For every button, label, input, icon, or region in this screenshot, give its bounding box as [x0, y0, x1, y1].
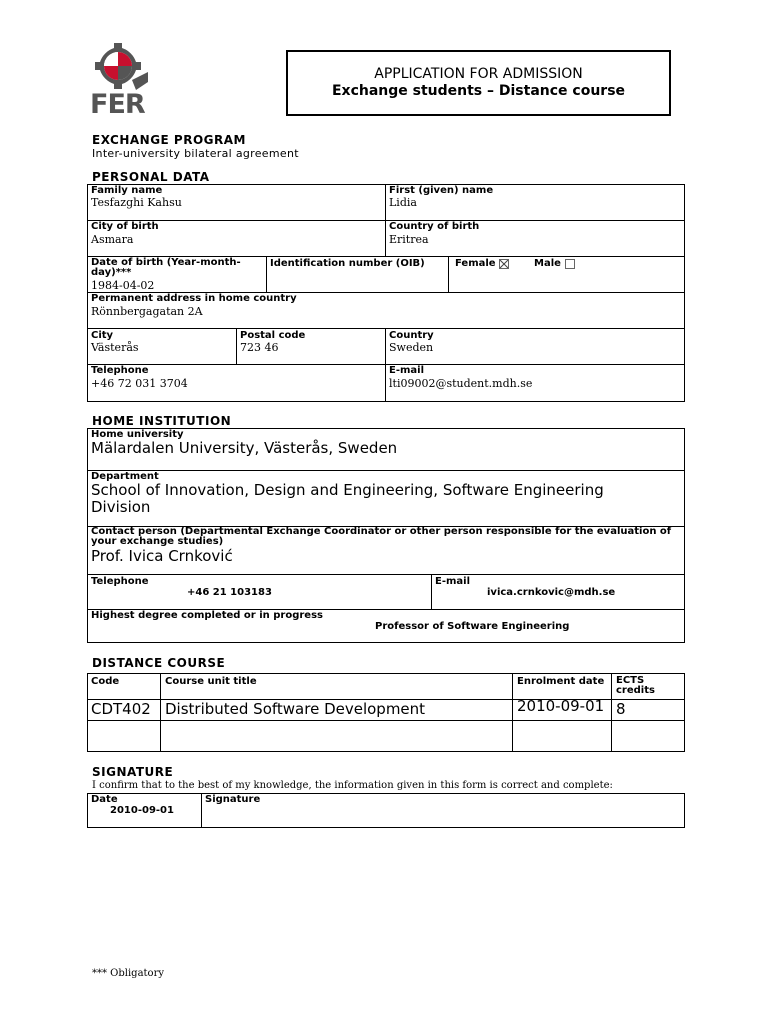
postal-code-label: Postal code: [240, 330, 306, 341]
logo-text: FER: [90, 89, 145, 120]
col-date-header: Enrolment date: [517, 676, 605, 687]
address-label: Permanent address in home country: [91, 293, 297, 304]
address-value: Rönnbergagatan 2A: [91, 305, 203, 318]
obligatory-note: *** Obligatory: [92, 968, 165, 979]
divider: [512, 673, 513, 752]
signature-date-label: Date: [91, 794, 118, 805]
divider: [385, 184, 386, 256]
home-telephone-label: Telephone: [91, 576, 149, 587]
home-institution-heading: HOME INSTITUTION: [92, 414, 232, 428]
divider: [87, 364, 685, 365]
department-value: School of Innovation, Design and Engineering, Software Engineering Division: [91, 481, 604, 516]
course-ects: 8: [616, 700, 626, 718]
male-label: Male: [534, 258, 561, 269]
dob-value: 1984-04-02: [91, 279, 155, 292]
signature-label: Signature: [205, 794, 261, 805]
email-value: lti09002@student.mdh.se: [389, 377, 533, 390]
signature-heading: SIGNATURE: [92, 765, 174, 779]
email-label: E-mail: [389, 365, 425, 376]
country-label: Country: [389, 330, 434, 341]
divider: [385, 328, 386, 402]
city-of-birth-label: City of birth: [91, 221, 159, 232]
family-name-value: Tesfazghi Kahsu: [91, 196, 182, 209]
city-of-birth-value: Asmara: [91, 233, 134, 246]
first-name-value: Lidia: [389, 196, 417, 209]
fer-logo: [88, 40, 152, 124]
course-title: Distributed Software Development: [165, 700, 426, 718]
department-label: Department: [91, 471, 159, 482]
divider: [87, 220, 685, 221]
contact-person-label: Contact person (Departmental Exchange Coordinator or other person responsible for the evaluation of your exchange studies): [91, 526, 672, 547]
city-value: Västerås: [91, 341, 139, 354]
signature-statement: I confirm that to the best of my knowledge, the information given in this form is correct and complete:: [92, 780, 613, 791]
female-checkbox[interactable]: [499, 259, 509, 269]
home-email-value: ivica.crnkovic@mdh.se: [487, 587, 616, 598]
divider: [87, 720, 685, 721]
country-of-birth-label: Country of birth: [389, 221, 480, 232]
home-email-label: E-mail: [435, 576, 471, 587]
home-university-label: Home university: [91, 429, 184, 440]
divider: [201, 793, 202, 828]
home-telephone-value: +46 21 103183: [187, 587, 272, 598]
male-checkbox[interactable]: [565, 259, 575, 269]
course-enrolment-date: 2010-09-01: [517, 697, 605, 715]
contact-person-value: Prof. Ivica Crnković: [91, 547, 233, 565]
city-label: City: [91, 330, 114, 341]
divider: [448, 256, 449, 292]
postal-code-value: 723 46: [240, 341, 279, 354]
female-label: Female: [455, 258, 496, 269]
divider: [87, 574, 685, 575]
country-of-birth-value: Eritrea: [389, 233, 429, 246]
telephone-value: +46 72 031 3704: [91, 377, 188, 390]
family-name-label: Family name: [91, 185, 163, 196]
col-code-header: Code: [91, 676, 120, 687]
divider: [160, 673, 161, 752]
signature-table: [87, 793, 685, 828]
highest-degree-label: Highest degree completed or in progress: [91, 610, 323, 621]
divider: [266, 256, 267, 292]
signature-date-value: 2010-09-01: [110, 805, 174, 816]
dob-label: Date of birth (Year-month-day)***: [91, 257, 241, 278]
page-subtitle: Exchange students – Distance course: [331, 83, 626, 99]
exchange-program-text: Inter-university bilateral agreement: [92, 147, 299, 160]
checkmark-x-icon: [500, 260, 508, 268]
telephone-label: Telephone: [91, 365, 149, 376]
country-value: Sweden: [389, 341, 434, 354]
exchange-program-heading: EXCHANGE PROGRAM: [92, 133, 246, 147]
course-code: CDT402: [91, 700, 151, 718]
divider: [611, 673, 612, 752]
oib-label: Identification number (OIB): [270, 258, 425, 269]
divider: [87, 328, 685, 329]
divider: [431, 574, 432, 609]
title-box: [286, 50, 671, 116]
divider: [87, 470, 685, 471]
highest-degree-value: Professor of Software Engineering: [375, 621, 570, 632]
personal-data-heading: PERSONAL DATA: [92, 170, 210, 184]
page-title: APPLICATION FOR ADMISSION: [374, 66, 583, 82]
divider: [236, 328, 237, 364]
first-name-label: First (given) name: [389, 185, 494, 196]
col-title-header: Course unit title: [165, 676, 257, 687]
home-university-value: Mälardalen University, Västerås, Sweden: [91, 439, 398, 457]
col-ects-header: ECTS credits: [616, 675, 655, 696]
distance-course-heading: DISTANCE COURSE: [92, 656, 226, 670]
